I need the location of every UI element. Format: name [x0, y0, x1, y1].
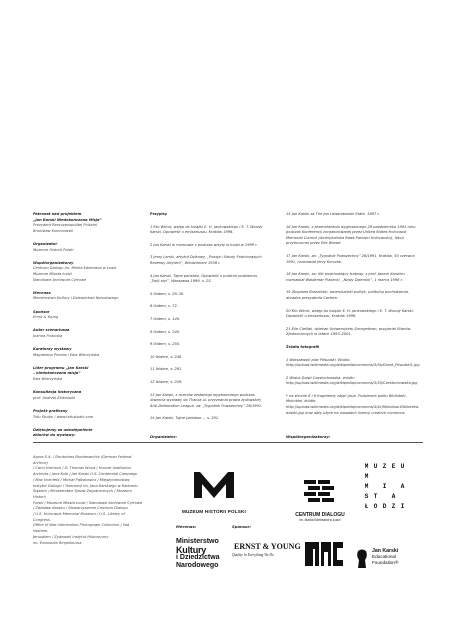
photo-source: * na stronie 8 i 9 fragmenty zdjęć grup. Podziemie pułku Biblioteki-Mokotów, źródło: http://upload.wikimedia.org/wikipedia/commons/4/4c/Mokotow-Biblioteka-widzki.jpg oraz daty użyte na zasadach licencji creative commons [286, 393, 420, 415]
thanks-line: Polski / Muzeum Miasta Łodzi / Narodowe Archiwum Cyfrowe [33, 500, 143, 505]
mhp-emblem-icon [176, 468, 252, 508]
footnotes-column [150, 212, 268, 429]
thanks-line: / U.S. Holocaust Memorial Museum / U.S. Library of Congress, [33, 512, 125, 522]
footnote: 9 Ibidem, s. 250. [150, 342, 181, 347]
thanks-line: / Carol Harrison / D. Thomas Wood / Hoover Institution [33, 466, 131, 471]
footnotes-heading: Przypisy [150, 212, 168, 216]
ministry-wordmark-line: Narodowego [176, 562, 219, 569]
centrum-dialogu-logo [290, 478, 350, 522]
karski-wordmark-line: Educational [372, 554, 397, 559]
thanks-list [33, 455, 143, 546]
ey-wordmark: ERNST & YOUNG [234, 541, 301, 551]
logo-letter: Z [391, 503, 396, 510]
credit-heading: Kuratorzy wystawy [33, 347, 72, 352]
ministry-logo [176, 538, 232, 570]
thanks-line: Office of War Information Photograph Collection / Yad Vashem, [33, 523, 130, 534]
centrum-dialogu-subtitle: im. Marka Edelmana w Łodzi [299, 518, 341, 522]
logo-letter: I [400, 503, 405, 510]
credit-value: Muzeum Miasta Łodzi [33, 271, 72, 276]
logo-letter: O [373, 503, 378, 510]
footnote: 15 Jan Karski za The Jan Lewandowski State, 1987 r. [286, 212, 380, 216]
footnote: 3 Jerzy Lerski, artykuł Dzikowy, „Poezja i Szkoły Podchorążych Rezerwy Artylerii”, Włodzimierz 1936 r. [150, 255, 262, 265]
credit-leader [33, 366, 133, 383]
logo-letter: E [391, 463, 396, 470]
thanks-line: Archives / Jens Kolb / Jan Karski U.S. Centennial Campaign [33, 472, 138, 477]
thanks-line: / Zdzisław Kaszku / Stowarzyszenie Centrum Dialogu [33, 506, 128, 511]
sponsor-label: Sponsor: [232, 524, 252, 529]
logo-letter: Ł [364, 503, 369, 510]
ey-tagline: Quality In Everything We Do [232, 553, 274, 557]
credit-heading: Autor scenariusza [33, 328, 70, 333]
credit-heading: Sponsor [33, 309, 50, 314]
credit-heading: Patronat nad projektem [33, 212, 82, 216]
footnote: 5 Ibidem, s. 29–30. [150, 291, 185, 296]
credit-curators [33, 347, 133, 358]
credit-heading: Mecenas [33, 290, 51, 295]
logo-letter: Z [382, 463, 387, 470]
credit-heading: Lider programu „Jan Karski [33, 365, 89, 370]
footnote: 19 Zbigniew Brzeziński, amerykański polityk, politolog pochodzenia, doradca prezydenta Cartera. [286, 290, 409, 300]
karski-wordmark-line: Jan Karski [372, 548, 399, 554]
karski-portrait-icon [354, 548, 370, 570]
photo-sources-heading: Źródła fotografii [286, 344, 320, 349]
logo-letter: M [364, 463, 369, 470]
thanks-line: Śląskim / Ministerstwo Spraw Zagranicznych / Muzeum Historii [33, 489, 132, 499]
credit-value: Tofu Studio / www.tofustudio.com [33, 414, 94, 419]
logo-letter: A [400, 483, 405, 490]
logo-letter: I [382, 483, 387, 490]
credit-value: „Jan Karski Niedokończona Misja” [33, 217, 102, 222]
logo-letter: D [382, 503, 387, 510]
nac-logo [304, 538, 344, 574]
footnote: 1 Kto Wkrot, wstęp do książki E. H. Jankowskiego i E. T. Woody Karski. Opowieść o emisariuszu. Kraków 1996. [150, 224, 263, 235]
credit-heading: – niedokończona misja” [33, 371, 81, 376]
footnote: 16 Jan Karski, z przemówienia wygłoszonego 26 października 1981 roku podczas Konferencji zorganizowanej przez United States Holocaust Memorial Council (Amerykańska Rada Pamięci Holocaustu), lekcji przytoczonej przez Elie Wiesel. [286, 224, 416, 246]
credit-heading: zbiorów do wystawy: [33, 433, 76, 438]
credit-value: Ernst & Young [33, 315, 59, 320]
footnote: 6 Ibidem, s. 72. [150, 304, 178, 309]
logo-letter: A [391, 493, 396, 500]
divider [33, 442, 423, 443]
organizer-label: Organizator: [150, 434, 177, 439]
credit-heading: Współorganizatorzy [33, 260, 74, 265]
credit-patron [33, 291, 133, 302]
credit-patronage [33, 212, 133, 234]
credit-sponsor [33, 310, 133, 321]
credit-thanks [33, 428, 133, 439]
credit-value: Magdalena Pinelas i Ewa Wierzyńska [33, 352, 100, 357]
footnote: 14 Jan Karski, Tajne państwo..., s. 291. [150, 416, 220, 421]
muzeum-miasta-lodzi-logo [362, 462, 418, 512]
credit-heading: Organizator [33, 241, 58, 246]
thanks-line: Jerusalem / Żydowski Instytut Historyczny [33, 534, 109, 539]
thanks-line: im. Emanuela Ringelbluma [33, 540, 82, 545]
credit-value: Narodowe Archiwum Cyfrowe [33, 277, 87, 282]
credit-value: prof. Andrzej Żbikowski [33, 395, 76, 400]
thanks-line: / Max Hornfeld / Michał Pajkalowicz / Międzynarodowy [33, 477, 131, 482]
footnote: 2 Jan Karski w rozmowie z podczas wizyty w Łodzi w 1999 r. [150, 242, 258, 247]
credit-coorganizers [33, 261, 133, 283]
credit-value: Bronisław Komorowski [33, 228, 74, 233]
karski-wordmark-line: Foundation® [372, 560, 399, 565]
credit-heading: Dziękujemy za udostępnienie [33, 427, 93, 432]
mhp-wordmark: MUZEUM HISTORII POLSKI [181, 509, 247, 514]
credit-value: Centrum Dialogu im. Marka Edelmana w Łodzi [33, 266, 117, 271]
co-organizers-label: Współorganizatorzy: [286, 434, 331, 439]
ministry-wordmark-line: i Dziedzictwa [176, 554, 220, 561]
thanks-line: Agora S.A. / Deutsches Bundesarchiv (German Federal Archive) [33, 455, 132, 465]
logo-letter: U [400, 463, 405, 470]
footnote: 21 Elie Cieślak, dziekan Uniwersytetu Georgetown, przyjaciel Stanów Zjednoczonych w latach 1993–2001. [286, 326, 411, 337]
credit-value: Prezydent Rzeczypospolitej Polskiej [33, 223, 97, 228]
footnotes-column-2 [286, 212, 422, 423]
credit-design [33, 409, 133, 420]
footnote: 20 Kto Wkrot, wstęp do książki E. H. Jankowskiego i E. T. Woody Karski. Opowieść o emisariuszu, Kraków 1996. [286, 308, 414, 319]
footnote: 10 Ibidem, s. 248. [150, 354, 183, 359]
credit-heading: Konsultacja historyczna [33, 390, 82, 395]
credit-value: Ewa Wierzyńska [33, 377, 63, 382]
ernst-young-logo [232, 540, 301, 557]
logo-letter: M [364, 483, 369, 490]
ministry-wordmark-line: Ministerstwo [176, 538, 219, 545]
footnote: 8 Ibidem, s. 240. [150, 329, 181, 334]
footnote: 18 Jan Karski, za: Nić podchodzący tratowy, z prof. Janem Karskim rozmawiał Waldemar Piasecki, „Nowy Dziennik”, 1 marca 1998 r. [286, 272, 405, 282]
thanks-line: Instytut Dialogu i Tolerancji im. Jana Karskiego w Radomiu [33, 483, 138, 488]
footnote: 13 Jan Karski, z rozmów zesłanego wygłoszonego podczas otwarcia wystawy do Tkacza ul. przyznania prawa żydowskiej Anti-Defamation League, za: „Tygodnik Powszechny” 26/1991. [150, 392, 263, 408]
jan-karski-foundation-logo [354, 548, 424, 570]
footnote: 17 Jan Karski, za: „Tygodnik Powszechny” 26/1991, Kraków, 30 czerwca 1991, rozmawiał Jerzy Korczak. [286, 253, 415, 264]
logo-letter: T [373, 493, 378, 500]
credit-author [33, 328, 133, 339]
nac-emblem-icon [304, 538, 344, 570]
logo-letter: S [364, 493, 369, 500]
mhp-logo [176, 468, 252, 514]
credit-heading: Projekt graficzny [33, 409, 68, 413]
credit-organizer [33, 242, 133, 253]
patron-label: Mecenas: [176, 524, 197, 529]
centrum-dialogu-wordmark: CENTRUM DIALOGU [295, 512, 345, 518]
footnote: 12 Ibidem, s. 259. [150, 379, 183, 384]
footnote: 11 Ibidem, s. 261. [150, 367, 183, 372]
credit-value: Muzeum Historii Polski [33, 247, 74, 252]
credit-value: Ministerstwo Kultury i Dziedzictwa Narodowego [33, 296, 119, 301]
footnote: 4 Jan Karski, Tajne państwo, Opowieść o polskim podziemiu, „Twój styl”, Warszawa 1999, s. 25. [150, 273, 259, 284]
centrum-dialogu-emblem-icon [300, 478, 340, 508]
logo-letter: M [364, 473, 369, 480]
logo-letter: U [373, 463, 378, 470]
photo-source: 1 Warszawski plac Piłsudski. Wodlo: http://upload.wikimedia.org/wikipedia/commons/3/3b/Grant_Pilsudski1.jpg [286, 357, 420, 368]
ministry-wordmark-line: Kultury [176, 545, 207, 555]
credit-consultation [33, 390, 133, 401]
credit-value: Joanna Podolska [33, 333, 63, 338]
credits-column [33, 212, 133, 447]
photo-source: 2 Widok Daiwi Częstochowska. źródło: http://upload.wikimedia.org/wikipedia/commons/3/35/Czestochowska.jpg [286, 375, 418, 386]
footnote: 7 Ibidem, s. 140. [150, 316, 181, 321]
